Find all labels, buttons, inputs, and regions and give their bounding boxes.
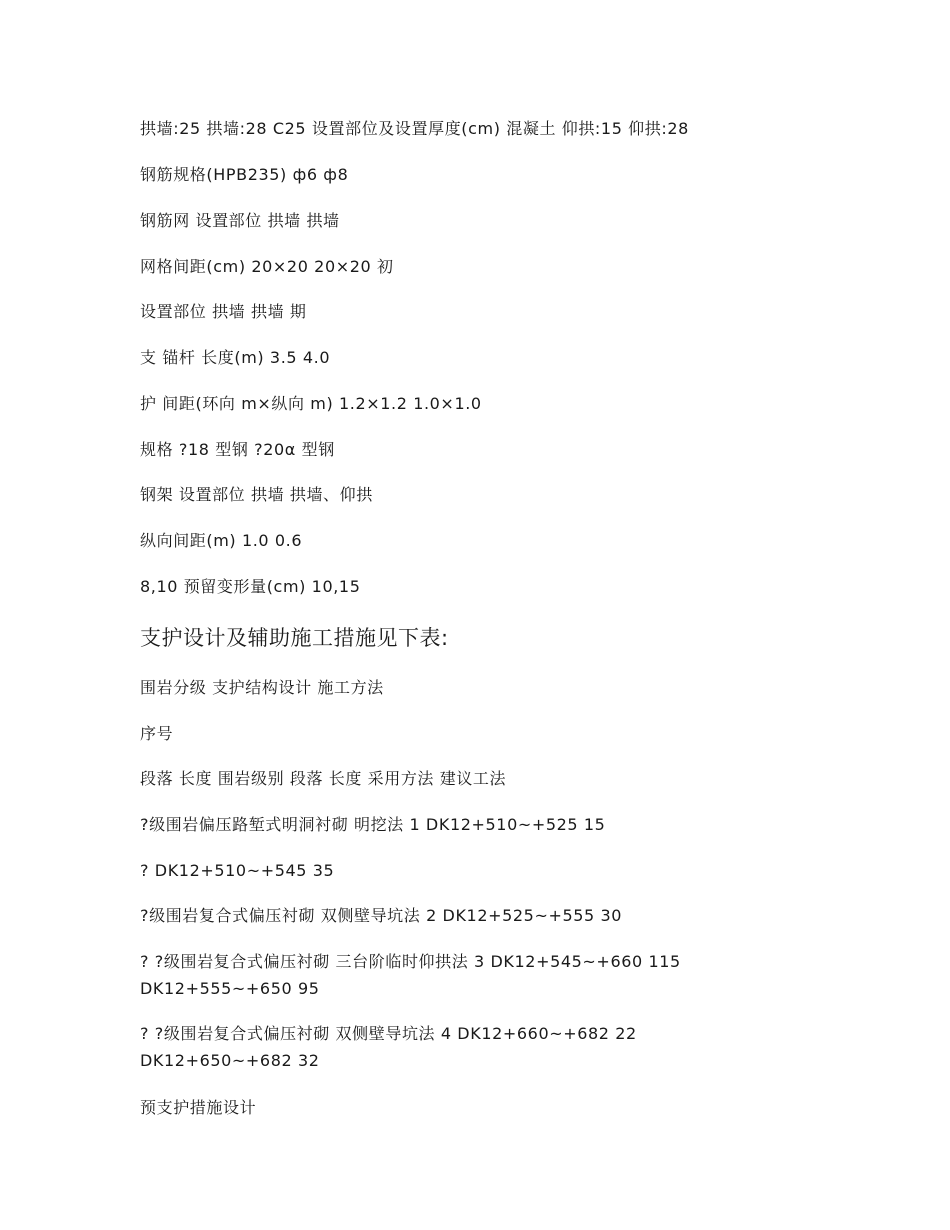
text-line: 网格间距(cm) 20×20 20×20 初 [140, 257, 394, 276]
text-line: DK12+555~+650 95 [140, 979, 320, 998]
text-line: 序号 [140, 724, 174, 743]
text-line: 拱墙:25 拱墙:28 C25 设置部位及设置厚度(cm) 混凝土 仰拱:15 仰拱:28 [140, 119, 689, 138]
text-line: 规格 ?18 型钢 ?20α 型钢 [140, 440, 335, 459]
text-line: ? DK12+510~+545 35 [140, 861, 335, 880]
text-line: 段落 长度 围岩级别 段落 长度 采用方法 建议工法 [140, 769, 507, 788]
text-line: ? ?级围岩复合式偏压衬砌 双侧壁导坑法 4 DK12+660~+682 22 [140, 1024, 637, 1043]
text-line: ?级围岩偏压路堑式明洞衬砌 明挖法 1 DK12+510~+525 15 [140, 815, 606, 834]
text-line: DK12+650~+682 32 [140, 1051, 320, 1070]
text-line: 设置部位 拱墙 拱墙 期 [140, 302, 307, 321]
text-line: 钢架 设置部位 拱墙 拱墙、仰拱 [140, 485, 373, 504]
text-line: 钢筋网 设置部位 拱墙 拱墙 [140, 211, 340, 230]
text-line: 围岩分级 支护结构设计 施工方法 [140, 678, 384, 697]
text-line: ? ?级围岩复合式偏压衬砌 三台阶临时仰拱法 3 DK12+545~+660 115 [140, 952, 681, 971]
document-page [140, 0, 900, 1230]
text-line: 预支护措施设计 [140, 1098, 257, 1117]
text-line: 钢筋规格(HPB235) ф6 ф8 [140, 165, 349, 184]
text-line: 8,10 预留变形量(cm) 10,15 [140, 577, 361, 596]
section-heading: 支护设计及辅助施工措施见下表: [140, 626, 449, 650]
text-line: 纵向间距(m) 1.0 0.6 [140, 531, 303, 550]
text-line: 护 间距(环向 m×纵向 m) 1.2×1.2 1.0×1.0 [140, 394, 482, 413]
text-line: ?级围岩复合式偏压衬砌 双侧壁导坑法 2 DK12+525~+555 30 [140, 906, 623, 925]
text-line: 支 锚杆 长度(m) 3.5 4.0 [140, 348, 331, 367]
